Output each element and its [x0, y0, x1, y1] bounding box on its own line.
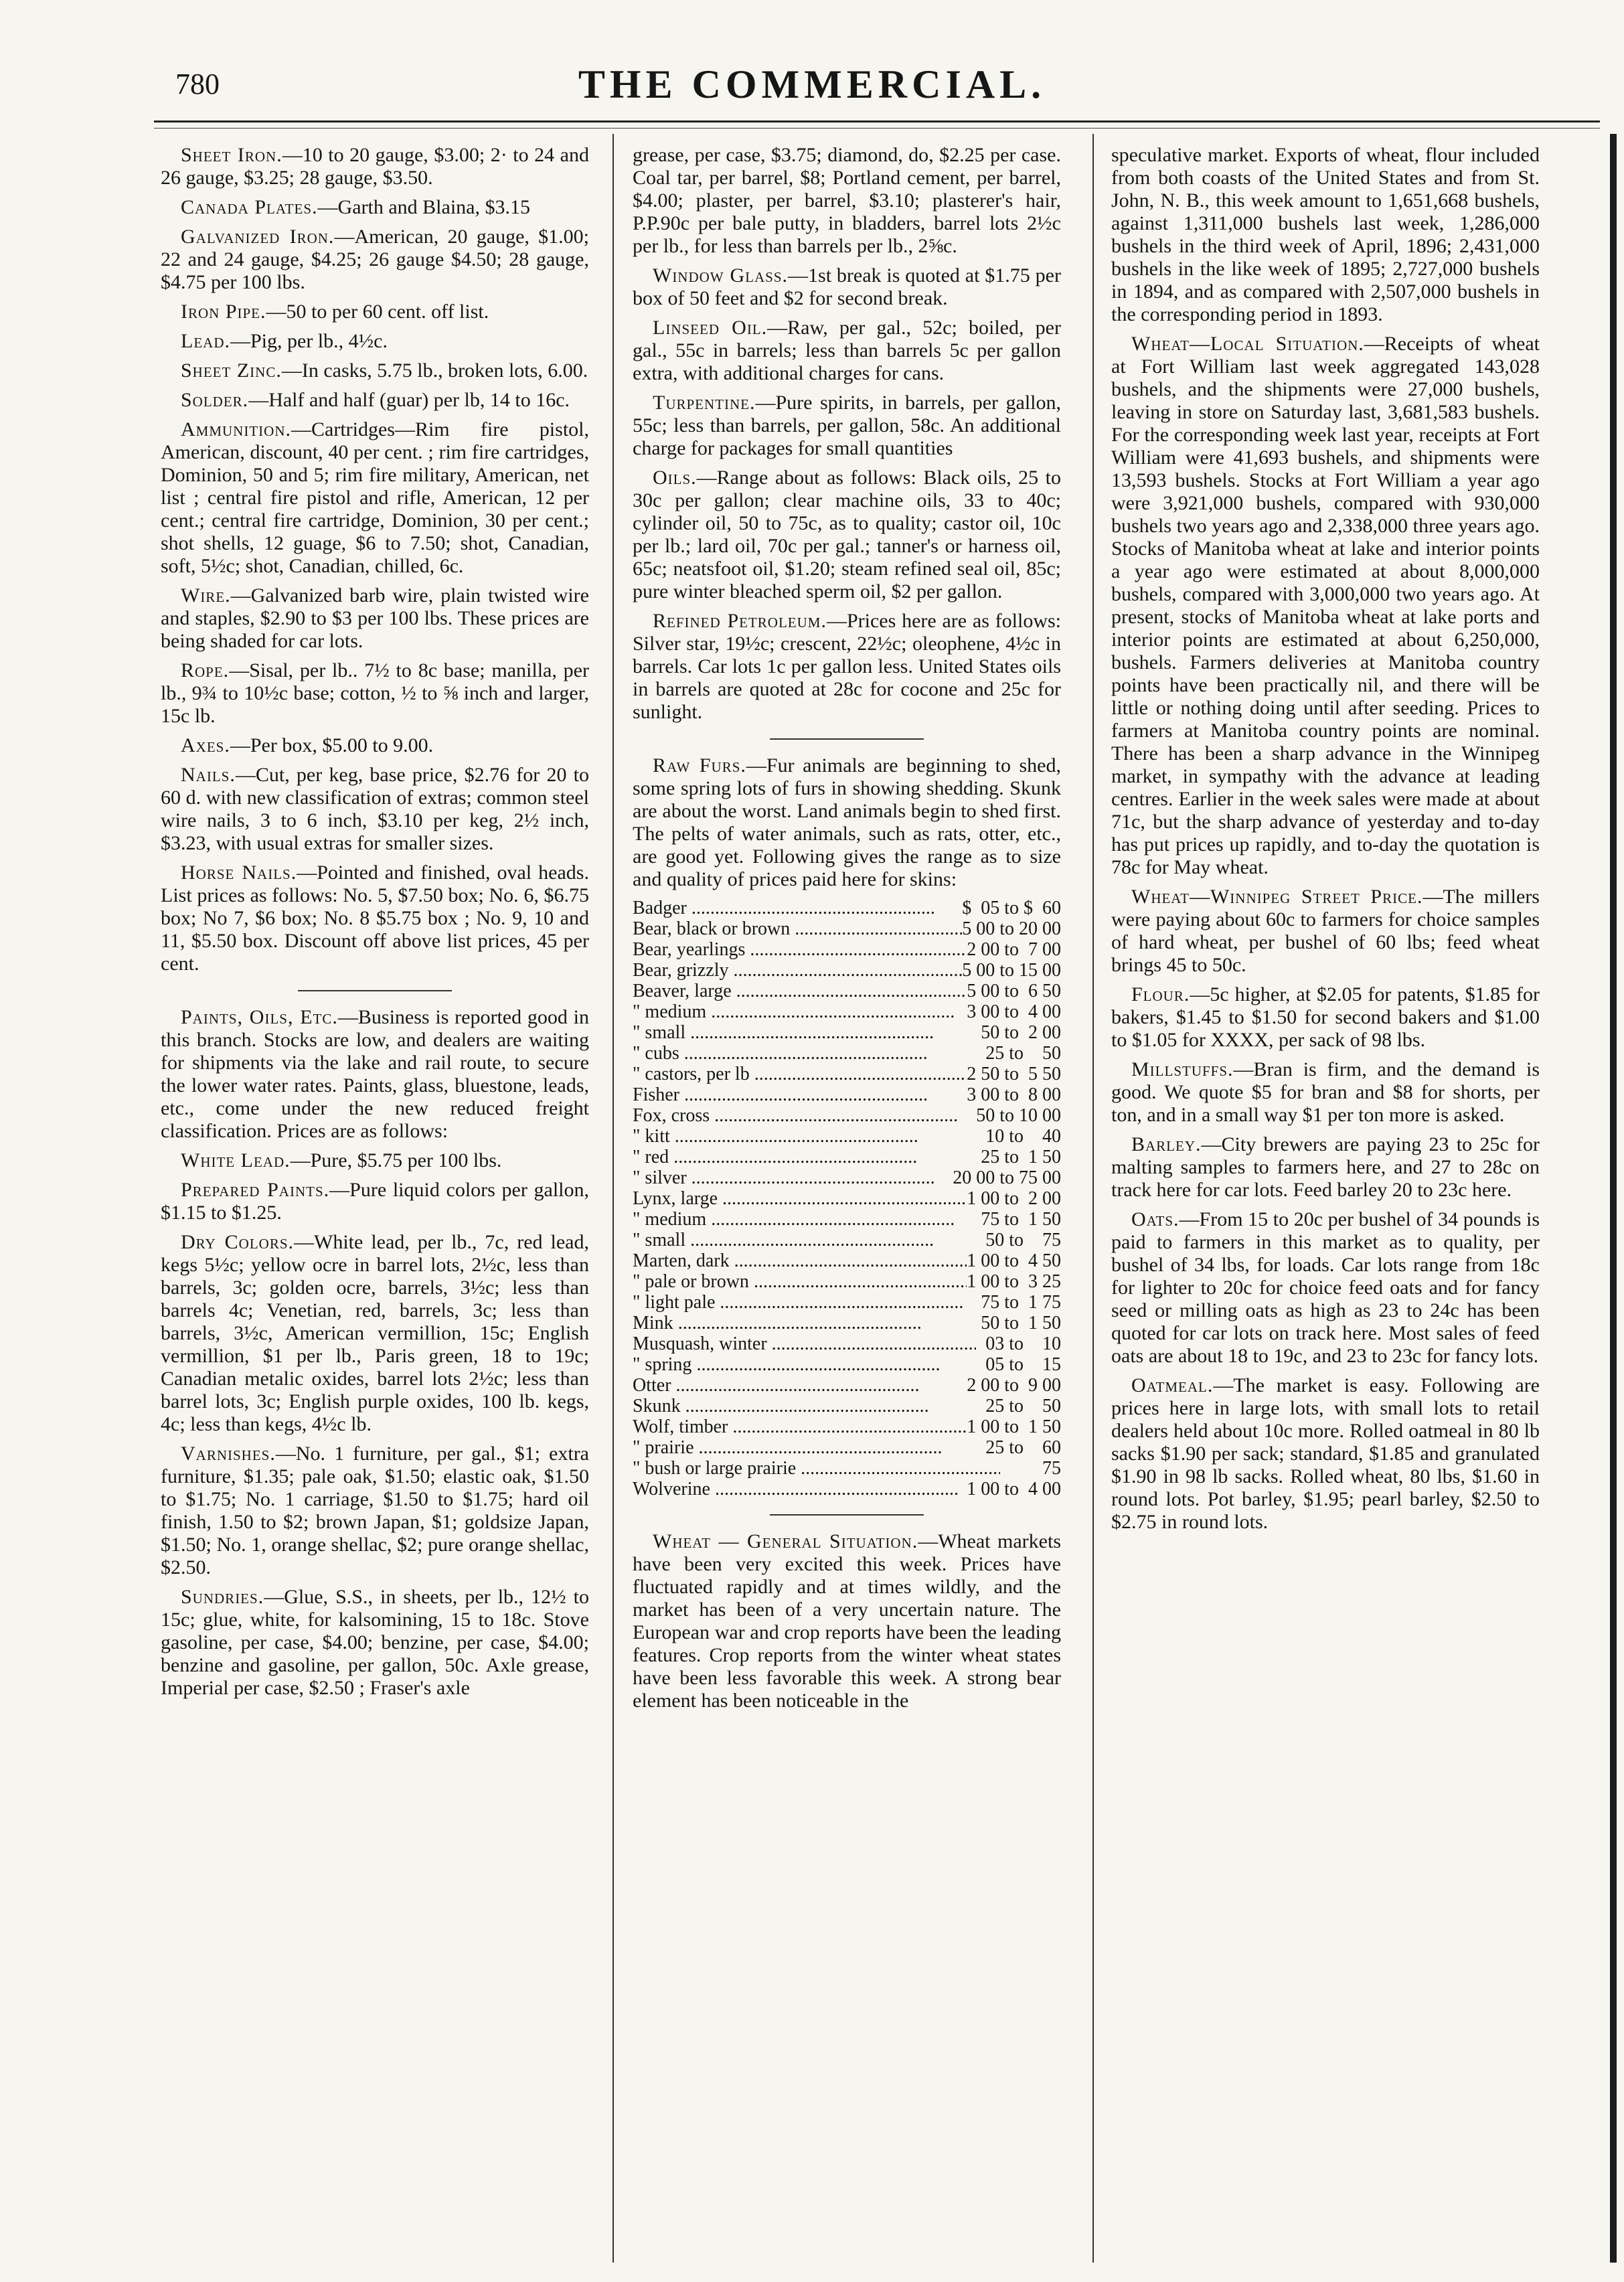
paragraph-heading: Varnishes. — [181, 1443, 276, 1465]
paragraph-heading: Iron Pipe. — [181, 301, 266, 323]
column-1 — [161, 144, 589, 2253]
paragraph-heading: Barley. — [1131, 1133, 1202, 1155]
paragraph-text: —50 to per 60 cent. off list. — [266, 301, 489, 323]
paragraph-heading: Dry Colors. — [181, 1231, 295, 1253]
fur-name: Beaver, large ..... — [633, 981, 967, 1001]
fur-name: " silver ..... — [633, 1167, 953, 1188]
paragraph-heading: Sundries. — [181, 1586, 264, 1608]
fur-name: Fisher ..... — [633, 1084, 967, 1105]
fur-price-row — [633, 1126, 1061, 1147]
fur-name: " red ..... — [633, 1147, 971, 1167]
column-divider — [1092, 134, 1094, 2263]
fur-price: 50 to 1 50 — [971, 1313, 1061, 1333]
fur-price: 1 00 to 2 00 — [967, 1188, 1061, 1209]
page-header — [0, 0, 1624, 141]
fur-name: " prairie ..... — [633, 1437, 976, 1458]
paragraph-text: —Pig, per lb., 4½c. — [230, 330, 388, 352]
paragraph-heading: White Lead. — [181, 1149, 291, 1171]
market-paragraph — [633, 317, 1061, 385]
paragraph-text: —Bran is firm, and the demand is good. We quote $5 for bran and $8 for shorts, per ton, and in a small way $1 per ton more is asked. — [1111, 1058, 1540, 1126]
page-number: 780 — [175, 68, 220, 100]
paragraph-text: —The millers were paying about 60c to farmers for choice samples of hard wheat, per bushel of 60 lbs; feed wheat brings 45 to 50c. — [1111, 886, 1540, 976]
masthead-title: THE COMMERCIAL. — [578, 62, 1046, 106]
fur-price: 50 to 2 00 — [971, 1022, 1061, 1043]
paragraph-text: —The market is easy. Following are prices here in large lots, with small lots to retail dealers held about 10c more. Rolled oatmeal in 80 lb sacks $1.90 per sack; standard, $1.85 and granulated $1.90 in 98 lb sacks. Rolled wheat, 80 lbs, $1.60 in round lots. Pot barley, $1.95; pearl barley, $2.50 to $2.75 in round lots. — [1111, 1374, 1540, 1533]
market-paragraph — [633, 144, 1061, 258]
fur-name: " light pale ..... — [633, 1292, 971, 1313]
fur-price: 1 00 to 1 50 — [967, 1416, 1061, 1437]
fur-name: " bush or large prairie ..... — [633, 1458, 1000, 1479]
fur-price-row — [633, 918, 1061, 939]
fur-price: 50 to 75 — [976, 1230, 1061, 1250]
fur-price-row — [633, 1084, 1061, 1105]
market-paragraph — [161, 330, 589, 353]
market-paragraph — [161, 734, 589, 757]
column-divider — [613, 134, 614, 2263]
market-paragraph — [633, 392, 1061, 460]
fur-price-row — [633, 1001, 1061, 1022]
page-edge-bar — [1610, 134, 1617, 2263]
fur-price-row — [633, 1271, 1061, 1292]
fur-price: 5 00 to 6 50 — [967, 981, 1061, 1001]
fur-name: Bear, yearlings ..... — [633, 939, 967, 960]
market-paragraph — [161, 1006, 589, 1143]
fur-name: Badger ..... — [633, 898, 962, 918]
fur-name: " castors, per lb ..... — [633, 1064, 967, 1084]
section-divider — [770, 1514, 924, 1516]
paragraph-heading: Horse Nails. — [181, 862, 297, 884]
market-paragraph — [161, 584, 589, 653]
paragraph-text: —Sisal, per lb.. 7½ to 8c base; manilla, per lb., 9¾ to 10½c base; cotton, ½ to ⅝ inch and larger, 15c lb. — [161, 659, 589, 727]
column-3 — [1111, 144, 1540, 2253]
fur-name: Musquash, winter ..... — [633, 1333, 976, 1354]
fur-price-row — [633, 1416, 1061, 1437]
fur-price-row — [633, 1105, 1061, 1126]
fur-price: 75 to 1 75 — [971, 1292, 1061, 1313]
fur-price: 10 to 40 — [976, 1126, 1061, 1147]
fur-price-row — [633, 1354, 1061, 1375]
paragraph-text: —Raw, per gal., 52c; boiled, per gal., 55c in barrels; less than barrels 5c per gallon extra, with additional charges for cans. — [633, 317, 1061, 384]
header-rule — [154, 120, 1600, 123]
fur-name: Bear, grizzly ..... — [633, 960, 962, 981]
market-paragraph — [1111, 1374, 1540, 1534]
paragraph-heading: Oatmeal. — [1131, 1374, 1214, 1396]
fur-price-row — [633, 1333, 1061, 1354]
market-paragraph — [1111, 983, 1540, 1052]
fur-price-row — [633, 981, 1061, 1001]
fur-price-row — [633, 1064, 1061, 1084]
market-paragraph — [161, 659, 589, 728]
paragraph-heading: Oats. — [1131, 1208, 1180, 1230]
fur-name: " cubs ..... — [633, 1043, 976, 1064]
market-paragraph — [633, 467, 1061, 603]
fur-price: 25 to 50 — [976, 1043, 1061, 1064]
fur-price-row — [633, 1292, 1061, 1313]
fur-price-row — [633, 1188, 1061, 1209]
fur-name: Lynx, large ..... — [633, 1188, 967, 1209]
fur-price: 20 00 to 75 00 — [953, 1167, 1061, 1188]
fur-name: " small ..... — [633, 1022, 971, 1043]
fur-name: " kitt ..... — [633, 1126, 976, 1147]
fur-price-row — [633, 1458, 1061, 1479]
paragraph-text: —Glue, S.S., in sheets, per lb., 12½ to 15c; glue, white, for kalsomining, 15 to 18c. Stove gasoline, per case, $4.00; benzine, per case, $4.00; benzine and gasoline, per gallon, 50c. Axle grease, Imperial per case, $2.50 ; Fraser's axle — [161, 1586, 589, 1699]
paragraph-text: —City brewers are paying 23 to 25c for malting samples to farmers here, and 27 to 28c on track here for car lots. Feed barley 20 to 23c here. — [1111, 1133, 1540, 1201]
fur-price: 5 00 to 15 00 — [962, 960, 1061, 981]
market-paragraph — [633, 1530, 1061, 1712]
fur-price: 05 to 15 — [976, 1354, 1061, 1375]
fur-price: 2 00 to 7 00 — [967, 939, 1061, 960]
paragraph-text: speculative market. Exports of wheat, flour included from both coasts of the United States and from St. John, N. B., this week amount to 1,651,668 bushels, against 1,311,000 bushels last week, 1,286,000 bushels in the third week of April, 1896; 2,431,000 bushels in the like week of 1895; 2,727,000 bushels in 1894, and as compared with 2,507,000 bushels in the corresponding period in 1893. — [1111, 144, 1540, 325]
fur-name: Wolverine ..... — [633, 1479, 967, 1499]
fur-price: 03 to 10 — [976, 1333, 1061, 1354]
paragraph-heading: Canada Plates. — [181, 196, 318, 218]
fur-name: " small ..... — [633, 1230, 976, 1250]
paragraph-heading: Wire. — [181, 584, 231, 606]
market-paragraph — [633, 610, 1061, 724]
section-divider — [770, 738, 924, 740]
paragraph-heading: Prepared Paints. — [181, 1179, 330, 1201]
fur-price: 75 — [1000, 1458, 1061, 1479]
fur-price-row — [633, 1043, 1061, 1064]
paragraph-text: —White lead, per lb., 7c, red lead, kegs 5½c; yellow ocre in barrel lots, 2½c, less than barrels, 3c; golden ocre, barrels, 3½c; less than barrels 4c; Venetian, red, barrels, 3c; less than barrels, 3½c, American vermillion, 15c; English vermillion, $1 per lb., Paris green, 18 to 19c; Canadian metalic oxides, barrel lots 2½c; less than barrel lots, 3c; English purple oxides, 100 lb. kegs, 4c; less than kegs, 4½c lb. — [161, 1231, 589, 1435]
paragraph-heading: Turpentine. — [653, 392, 756, 414]
paragraph-heading: Rope. — [181, 659, 230, 681]
fur-name: Otter ..... — [633, 1375, 967, 1396]
fur-price-row — [633, 939, 1061, 960]
market-paragraph — [633, 264, 1061, 310]
market-paragraph — [1111, 1058, 1540, 1127]
fur-price-row — [633, 1209, 1061, 1230]
paragraph-heading: Paints, Oils, Etc. — [181, 1006, 338, 1028]
fur-price-row — [633, 898, 1061, 918]
fur-price: 3 00 to 8 00 — [967, 1084, 1061, 1105]
paragraph-heading: Window Glass. — [653, 264, 789, 287]
header-rule-thin — [154, 128, 1600, 129]
fur-name: Wolf, timber ..... — [633, 1416, 967, 1437]
fur-price: 2 00 to 9 00 — [967, 1375, 1061, 1396]
fur-price: 75 to 1 50 — [971, 1209, 1061, 1230]
fur-name: Mink ..... — [633, 1313, 971, 1333]
paragraph-text: —Pointed and finished, oval heads. List prices as follows: No. 5, $7.50 box; No. 6, $6.75 box; No 7, $6 box; No. 8 $5.75 box ; No. 9, 10 and 11, $5.50 box. Discount off above list prices, 45 per cent. — [161, 862, 589, 975]
paragraph-text: —Galvanized barb wire, plain twisted wire and staples, $2.90 to $3 per 100 lbs. These prices are being shaded for car lots. — [161, 584, 589, 652]
market-paragraph — [161, 144, 589, 189]
paragraph-text: —Cartridges—Rim fire pistol, American, discount, 40 per cent. ; rim fire cartridges, Dominion, 50 and 5; rim fire military, American, net list ; central fire pistol and rifle, American, 12 per cent.; central fire cartridge, Dominion, 30 per cent.; shot shells, 12 guage, $6 to 7.50; shot, Canadian, soft, 5½c; shot, Canadian, chilled, 6c. — [161, 418, 589, 577]
paragraph-heading: Refined Petroleum. — [653, 610, 827, 632]
paragraph-text: —Per box, $5.00 to 9.00. — [230, 734, 434, 756]
fur-price-row — [633, 1250, 1061, 1271]
market-paragraph — [161, 359, 589, 382]
market-paragraph — [161, 1586, 589, 1700]
fur-price-list — [633, 898, 1061, 1499]
paragraph-heading: Millstuffs. — [1131, 1058, 1234, 1080]
fur-price: 25 to 50 — [976, 1396, 1061, 1416]
market-paragraph — [161, 196, 589, 219]
fur-name: " medium ..... — [633, 1001, 967, 1022]
market-paragraph — [1111, 1133, 1540, 1202]
market-paragraph — [1111, 333, 1540, 879]
fur-price-row — [633, 1313, 1061, 1333]
paragraph-text: —10 to 20 gauge, $3.00; 2· to 24 and 26 gauge, $3.25; 28 gauge, $3.50. — [161, 144, 589, 189]
market-paragraph — [161, 226, 589, 294]
paragraph-text: —5c higher, at $2.05 for patents, $1.85 for bakers, $1.45 to $1.50 for second bakers and $1.00 to $1.05 for XXXX, per sack of 98 lbs. — [1111, 983, 1540, 1051]
fur-name: Fox, cross ..... — [633, 1105, 967, 1126]
paragraph-text: —Receipts of wheat at Fort William last week aggregated 143,028 bushels, and the shipments were 27,000 bushels, leaving in store on Saturday last, 3,681,583 bushels. For the corresponding week last year, receipts at Fort William were 41,693 bushels, and shipments were 13,593 bushels. Stocks at Fort William a year ago were 3,921,000 bushels, compared with 930,000 bushels two years ago and 2,338,000 three years ago. Stocks of Manitoba wheat at lake and interior points a year ago were estimated at about 8,000,000 bushels, compared with 3,000,000 two years ago. At present, stocks of Manitoba wheat at lake ports and interior points are estimated at about 6,250,000, bushels. Farmers deliveries at Manitoba country points have been practically nil, and there will be little or nothing doing until after seeding. Prices to farmers at Manitoba country points are nominal. There has been a sharp advance in the Winnipeg market, in sympathy with the advance at leading centres. Earlier in the week sales were made at about 71c, but the sharp advance of yesterday and to-day has put prices up rapidly, and to-day the quotation is 78c for May wheat. — [1111, 333, 1540, 878]
fur-price: 3 00 to 4 00 — [967, 1001, 1061, 1022]
paragraph-heading: Nails. — [181, 764, 236, 786]
fur-price: 1 00 to 4 00 — [967, 1479, 1061, 1499]
market-paragraph — [1111, 1208, 1540, 1368]
fur-price: 50 to 10 00 — [967, 1105, 1061, 1126]
paragraph-heading: Wheat—Local Situation. — [1131, 333, 1364, 355]
fur-name: " pale or brown ..... — [633, 1271, 967, 1292]
paragraph-text: —Fur animals are beginning to shed, some spring lots of furs in showing shedding. Skunk are about the worst. Land animals begin to shed first. The pelts of water animals, such as rats, otter, etc., are good yet. Following gives the range as to size and quality of prices paid here for skins: — [633, 754, 1061, 890]
market-paragraph — [161, 764, 589, 855]
paragraph-heading: Galvanized Iron. — [181, 226, 335, 248]
fur-name: Marten, dark ..... — [633, 1250, 967, 1271]
paragraph-text: —In casks, 5.75 lb., broken lots, 6.00. — [281, 359, 588, 382]
column-2 — [633, 144, 1061, 2253]
fur-price-row — [633, 1147, 1061, 1167]
fur-price: 2 50 to 5 50 — [967, 1064, 1061, 1084]
fur-name: " spring ..... — [633, 1354, 976, 1375]
paragraph-heading: Raw Furs. — [653, 754, 746, 777]
paragraph-heading: Axes. — [181, 734, 230, 756]
fur-name: " medium ..... — [633, 1209, 971, 1230]
paragraph-heading: Sheet Zinc. — [181, 359, 282, 382]
market-paragraph — [161, 1443, 589, 1579]
fur-price-row — [633, 960, 1061, 981]
fur-price: $ 05 to $ 60 — [962, 898, 1061, 918]
fur-price: 25 to 1 50 — [971, 1147, 1061, 1167]
paragraph-text: —Wheat markets have been very excited this week. Prices have fluctuated rapidly and at times wildly, and the market has been of a very uncertain nature. The European war and crop reports have been the leading features. Crop reports from the winter wheat states have been less favorable this week. A strong bear element has been noticeable in the — [633, 1530, 1061, 1712]
paragraph-heading: Oils. — [653, 467, 697, 489]
paragraph-heading: Sheet Iron. — [181, 144, 282, 166]
paragraph-text: —No. 1 furniture, per gal., $1; extra furniture, $1.35; pale oak, $1.50; elastic oak, $1.50 to $1.75; No. 1 carriage, $1.50 to $1.75; hard oil finish, 1.50 to $2; brown Japan, $1; goldsize Japan, $1.50; No. 1, orange shellac, $2; pure orange shellac, $2.50. — [161, 1443, 589, 1578]
market-paragraph — [1111, 886, 1540, 977]
paragraph-text: —Pure spirits, in barrels, per gallon, 55c; less than barrels, per gallon, 58c. An additional charge for packages for small quantities — [633, 392, 1061, 459]
fur-price-row — [633, 1396, 1061, 1416]
fur-price: 1 00 to 3 25 — [967, 1271, 1061, 1292]
market-paragraph — [161, 1231, 589, 1436]
paragraph-text: —1st break is quoted at $1.75 per box of 50 feet and $2 for second break. — [633, 264, 1061, 309]
fur-price-row — [633, 1230, 1061, 1250]
paragraph-heading: Lead. — [181, 330, 230, 352]
market-paragraph — [161, 1179, 589, 1224]
paragraph-text: —Range about as follows: Black oils, 25 to 30c per gallon; clear machine oils, 33 to 40c; cylinder oil, 50 to 75c, as to quality; castor oil, 10c per lb.; lard oil, 70c per gal.; tanner's or harness oil, 65c; neatsfoot oil, $1.20; steam refined seal oil, 85c; pure winter bleached sperm oil, $2 per gallon. — [633, 467, 1061, 602]
market-paragraph — [161, 862, 589, 975]
paragraph-text: —Prices here are as follows: Silver star, 19½c; crescent, 22½c; oleophene, 4½c in barrels. Car lots 1c per gallon less. United States oils in barrels are quoted at 28c for cocone and 25c for sunlight. — [633, 610, 1061, 723]
fur-price-row — [633, 1479, 1061, 1499]
paragraph-text: —American, 20 gauge, $1.00; 22 and 24 gauge, $4.25; 26 gauge $4.50; 28 gauge, $4.75 per 100 lbs. — [161, 226, 589, 293]
market-paragraph — [161, 301, 589, 323]
fur-price-row — [633, 1375, 1061, 1396]
paragraph-text: —Cut, per keg, base price, $2.76 for 20 to 60 d. with new classification of extras; common steel wire nails, 3 to 6 inch, $3.10 per keg, 2½ inch, $3.23, with usual extras for smaller sizes. — [161, 764, 589, 854]
paragraph-heading: Linseed Oil. — [653, 317, 768, 339]
fur-price-row — [633, 1167, 1061, 1188]
paragraph-text: —Pure, $5.75 per 100 lbs. — [290, 1149, 502, 1171]
section-divider — [298, 990, 452, 991]
paragraph-heading: Wheat—Winnipeg Street Price. — [1131, 886, 1423, 908]
fur-price: 25 to 60 — [976, 1437, 1061, 1458]
paragraph-text: —Pure liquid colors per gallon, $1.15 to $1.25. — [161, 1179, 589, 1224]
paragraph-text: —Business is reported good in this branch. Stocks are low, and dealers are waiting for shipments via the lake and rail route, to secure the lower water rates. Paints, glass, bluestone, leads, etc., come under the new reduced freight classification. Prices are as follows: — [161, 1006, 589, 1142]
paragraph-text: grease, per case, $3.75; diamond, do, $2.25 per case. Coal tar, per barrel, $8; Portland cement, per barrel, $4.00; plaster, per barrel, $3.10; plasterer's hair, P.P.90c per bale putty, in bladders, barrel lots 2½c per lb., for less than barrels per lb., 2⅝c. — [633, 144, 1061, 257]
market-paragraph — [161, 389, 589, 412]
market-paragraph — [633, 754, 1061, 891]
fur-price: 5 00 to 20 00 — [962, 918, 1061, 939]
fur-name: Bear, black or brown ..... — [633, 918, 962, 939]
paragraph-text: —Half and half (guar) per lb, 14 to 16c. — [248, 389, 570, 411]
fur-name: Skunk ..... — [633, 1396, 976, 1416]
market-paragraph — [161, 1149, 589, 1172]
market-paragraph — [161, 418, 589, 578]
paragraph-heading: Ammunition. — [181, 418, 291, 440]
fur-price-row — [633, 1022, 1061, 1043]
paragraph-text: —Garth and Blaina, $3.15 — [317, 196, 530, 218]
paragraph-heading: Solder. — [181, 389, 249, 411]
paragraph-text: —From 15 to 20c per bushel of 34 pounds is paid to farmers in this market as to quality, per bushel of 34 lbs, for loads. Car lots range from 18c for lighter to 20c for choice feed oats and for fancy seed or milling oats as high as 23 to 24c has been quoted for car lots on track here. Most sales of feed oats are about 18 to 19c, and 23 to 23c for fancy lots. — [1111, 1208, 1540, 1367]
fur-price-row — [633, 1437, 1061, 1458]
paragraph-heading: Flour. — [1131, 983, 1190, 1005]
market-paragraph — [1111, 144, 1540, 326]
paragraph-heading: Wheat — General Situation. — [653, 1530, 918, 1552]
fur-price: 1 00 to 4 50 — [967, 1250, 1061, 1271]
